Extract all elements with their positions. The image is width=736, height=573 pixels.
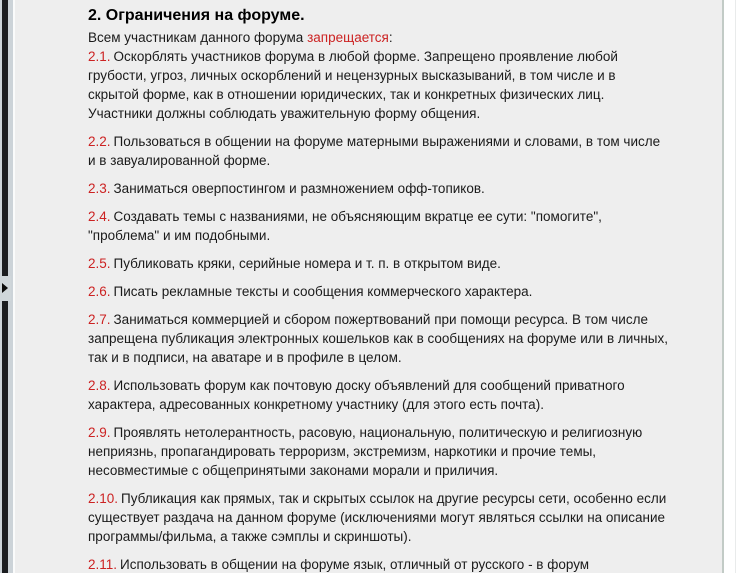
rule-item (88, 376, 670, 414)
rule-text: Оскорблять участников форума в любой форме. Запрещено проявление любой грубости, угроз, личных оскорблений и нецензурных высказываний, в том числе и в скрытой форме, как в отношении юридических, так и конкретных физических лиц. Участники должны соблюдать уважительную форму общения. (88, 49, 618, 121)
rule-item (88, 132, 670, 170)
scrollbar-gutter (724, 0, 736, 573)
rule-number: 2.11. (88, 557, 118, 572)
rule-number: 2.7. (88, 312, 111, 327)
rule-item (88, 47, 670, 123)
rule-item (88, 207, 670, 245)
rule-number: 2.5. (88, 256, 111, 271)
intro-prefix: Всем участникам данного форума (88, 30, 308, 45)
rule-text: Заниматься оверпостингом и размножением офф-топиков. (113, 181, 485, 196)
rule-text: Пользоваться в общении на форуме матерными выражениями и словами, в том числе и в завуалированной форме. (88, 134, 661, 168)
rule-number: 2.6. (88, 284, 111, 299)
rule-text: Публиковать кряки, серийные номера и т. п. в открытом виде. (113, 256, 501, 271)
rule-text: Создавать темы с названиями, не объясняющим вкратце ее сути: "помогите", "проблема" и им подобными. (88, 209, 602, 243)
expand-sidebar-button[interactable] (0, 276, 11, 301)
rule-item (88, 254, 670, 273)
rules-list (88, 47, 670, 573)
rule-number: 2.10. (88, 491, 119, 506)
rule-number: 2.3. (88, 181, 111, 196)
rule-text: Проявлять нетолерантность, расовую, национальную, политическую и религиозную неприязнь, пропагандировать терроризм, экстремизм, наркотики и прочие темы, несовместимые с общепринятыми законами морали и приличия. (88, 425, 643, 478)
intro-line (88, 28, 670, 47)
rule-number: 2.4. (88, 209, 111, 224)
rule-item (88, 179, 670, 198)
collapsed-sidebar-rail (0, 0, 13, 573)
intro-highlight: запрещается (307, 30, 389, 45)
rule-item (88, 282, 670, 301)
rule-number: 2.8. (88, 378, 111, 393)
rule-text: Использовать в общении на форуме язык, отличный от русского - в форум (120, 557, 590, 572)
rule-number: 2.2. (88, 134, 111, 149)
document-body (15, 0, 670, 573)
document-panel (15, 0, 722, 573)
rule-text: Публикация как прямых, так и скрытых ссылок на другие ресурсы сети, особенно если существует раздача на данном форуме (исключениями могут являться ссылки на описание программы/фильма, а также сэмплы и скриншоты). (88, 491, 667, 544)
intro-suffix: : (388, 30, 393, 45)
rule-number: 2.1. (88, 49, 111, 64)
rule-item (88, 555, 670, 573)
rule-item (88, 489, 670, 546)
rule-text: Использовать форум как почтовую доску объявлений для сообщений приватного характера, адресованных конкретному участнику (для этого есть почта). (88, 378, 625, 412)
expand-right-arrow-icon (2, 283, 8, 293)
rule-item (88, 310, 670, 367)
rule-number: 2.9. (88, 425, 111, 440)
rule-text: Писать рекламные тексты и сообщения коммерческого характера. (113, 284, 533, 299)
section-heading: 2. Ограничения на форуме. (88, 7, 305, 24)
rule-item (88, 423, 670, 480)
rule-text: Заниматься коммерцией и сбором пожертвований при помощи ресурса. В том числе запрещена публикация электронных кошельков как в сообщениях на форуме или в личных, так и в подписи, на аватаре и в профиле в целом. (88, 312, 668, 365)
